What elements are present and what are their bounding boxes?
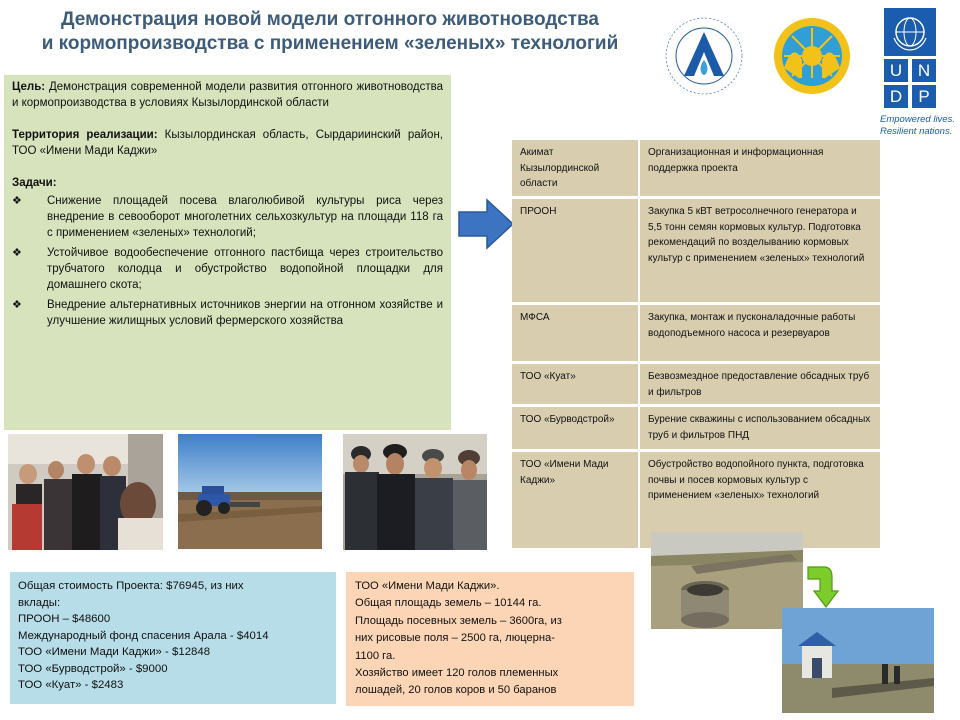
bullet-icon: ❖ (12, 247, 22, 259)
undp-tagline: Empowered lives. Resilient nations. (880, 114, 955, 137)
table-cell-role: Обустройство водопойного пункта, подготовка почвы и посев кормовых культур с применением «зеленых» технологий (640, 452, 880, 548)
table-cell-org: Акимат Кызылординской области (512, 140, 638, 196)
table-cell-org: ТОО «Куат» (512, 364, 638, 404)
task-item: ❖ Внедрение альтернативных источников энергии на отгонном хозяйстве и улучшение жилищных условий фермерского хозяйства (12, 299, 443, 327)
cost-line: ТОО «Куат» - $2483 (18, 679, 124, 691)
bullet-icon: ❖ (12, 195, 22, 207)
undp-letter-d: D (889, 87, 903, 106)
tasks-heading: Задачи: (12, 177, 57, 189)
task-item: ❖ Снижение площадей посева влаголюбивой культуры риса через внедрение в севооборот многолетних сельхозкультур на площади 118 га с применением «зеленых» технологий; (12, 195, 443, 239)
table-cell-org: ПРООН (512, 199, 638, 302)
farm-line: 1100 га. (355, 649, 396, 662)
table-row (512, 407, 880, 449)
table-cell-role: Закупка, монтаж и пусконаладочные работы водоподъемного насоса и резервуаров (640, 305, 880, 361)
farm-line: Хозяйство имеет 120 голов племенных (355, 667, 559, 680)
table-cell-org: МФСА (512, 305, 638, 361)
cost-line: Международный фонд спасения Арала - $4014 (18, 629, 269, 642)
farm-line: них рисовые поля – 2500 га, люцерна- (355, 632, 555, 645)
photo-group (343, 434, 487, 550)
page-title (20, 8, 640, 56)
title-line-1: Демонстрация новой модели отгонного животноводства (60, 9, 599, 30)
table-cell-role: Бурение скважины с использованием обсадных труб и фильтров ПНД (640, 407, 880, 449)
bullet-icon: ❖ (12, 299, 22, 311)
photo-watering-station (782, 608, 934, 713)
table-row (512, 305, 880, 361)
title-line-2: и кормопроизводства с применением «зеленых» технологий (41, 33, 619, 54)
goals-box (4, 75, 451, 430)
cost-line: ПРООН – $48600 (18, 613, 111, 625)
ifas-logo (662, 14, 746, 98)
territory-paragraph: Территория реализации: Кызылординская область, Сырдариинский район, ТОО «Имени Мади Каджи» (12, 129, 443, 157)
undp-logo (884, 8, 936, 108)
cost-line: ТОО «Бурводстрой» - $9000 (18, 662, 168, 675)
photo-meeting (8, 434, 163, 550)
undp-letter-n: N (917, 61, 931, 80)
table-cell-role: Безвозмездное предоставление обсадных труб и фильтров (640, 364, 880, 404)
kazakhstan-emblem-logo (772, 16, 852, 96)
undp-letter-u: U (889, 61, 903, 80)
table-row (512, 199, 880, 302)
table-row (512, 140, 880, 196)
tasks-list (12, 193, 443, 329)
table-row (512, 364, 880, 404)
farm-info-box (346, 572, 634, 706)
photo-tractor (178, 434, 322, 549)
undp-letter-p: P (918, 87, 930, 106)
photo-well-pipe (651, 532, 803, 629)
project-cost-box (10, 572, 336, 704)
cost-line: Общая стоимость Проекта: $76945, из них (18, 580, 244, 592)
partners-table (512, 140, 880, 550)
table-cell-role: Закупка 5 кВТ ветросолнечного генератора и 5,5 тонн семян кормовых культур. Подготовка рекомендаций по возделыванию кормовых культур с применением «зеленых» технологий (640, 199, 880, 302)
arrow-right-icon (457, 198, 515, 255)
arrow-down-icon (804, 561, 840, 609)
task-item: ❖ Устойчивое водообеспечение отгонного пастбища через строительство трубчатого колодца и обустройство водопойной площадки для домашнего скота; (12, 247, 443, 291)
table-cell-org: ТОО «Бурводстрой» (512, 407, 638, 449)
table-cell-role: Организационная и информационная поддержка проекта (640, 140, 880, 196)
table-cell-org: ТОО «Имени Мади Каджи» (512, 452, 638, 548)
goal-paragraph: Цель: Демонстрация современной модели развития отгонного животноводства и кормопроизводства в условиях Кызылординской области (12, 81, 443, 109)
farm-line: Общая площадь земель – 10144 га. (355, 597, 542, 610)
cost-line: вклады: (18, 596, 61, 609)
farm-line: Площадь посевных земель – 3600га, из (355, 614, 562, 627)
farm-line: лошадей, 20 голов коров и 50 баранов (355, 684, 557, 697)
cost-line: ТОО «Имени Мади Каджи» - $12848 (18, 646, 211, 658)
farm-line: ТОО «Имени Мади Каджи». (355, 580, 500, 592)
